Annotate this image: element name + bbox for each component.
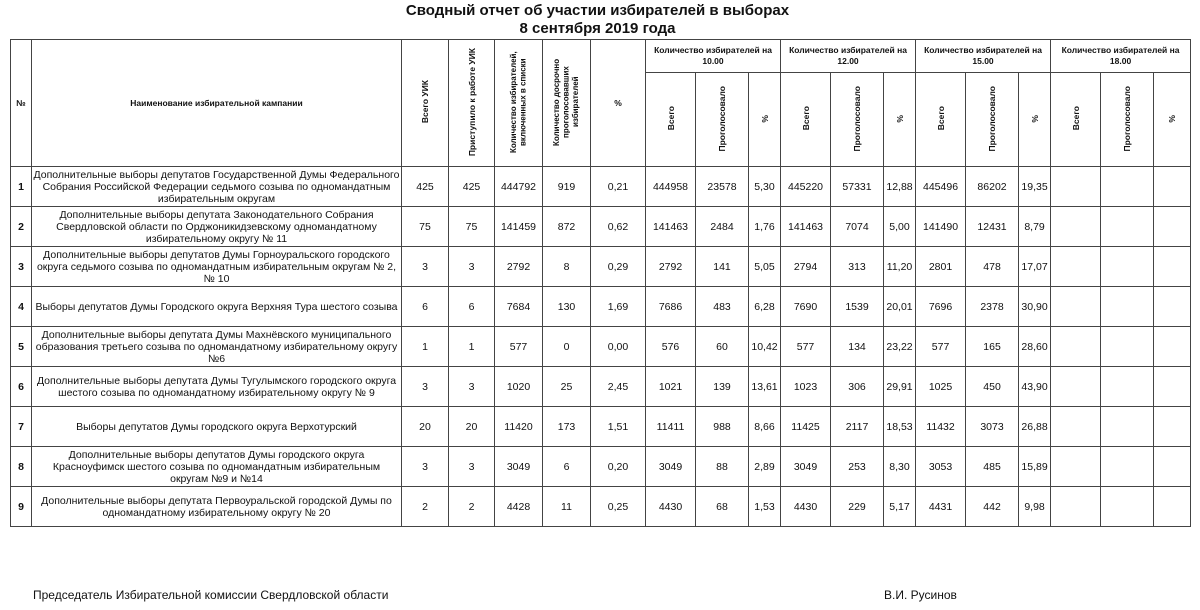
sub-voted-1200 (831, 73, 884, 167)
total-1500: 11432 (916, 407, 966, 447)
sub-total-label: Всего (800, 106, 811, 131)
sub-total-1200 (781, 73, 831, 167)
total-1200: 577 (781, 327, 831, 367)
sub-total-label: Всего (665, 106, 676, 131)
table-row (11, 447, 1191, 487)
voted-1200: 306 (831, 367, 884, 407)
total-1000: 2792 (646, 247, 696, 287)
total-1500: 577 (916, 327, 966, 367)
voted-1200: 229 (831, 487, 884, 527)
pct-1500: 8,79 (1019, 207, 1051, 247)
voted-1500: 3073 (966, 407, 1019, 447)
header-group-1200: Количество избирателей на 12.00 (781, 40, 916, 73)
sub-voted-1800 (1101, 73, 1154, 167)
voted-1200: 1539 (831, 287, 884, 327)
report-date: 8 сентября 2019 года (519, 20, 676, 37)
pct-1800 (1154, 247, 1191, 287)
campaign-name: Выборы депутатов Думы Городского округа Верхняя Тура шестого созыва (32, 287, 402, 327)
campaign-name: Дополнительные выборы депутата Первоуральской городской Думы по одномандатному избирательному округу № 20 (32, 487, 402, 527)
pct-1800 (1154, 487, 1191, 527)
header-early-voted-label: Количество досрочно проголосовавших избирателей (552, 58, 581, 146)
early-percent: 0,20 (591, 447, 646, 487)
table-row (11, 247, 1191, 287)
voted-1000: 483 (696, 287, 749, 327)
header-num: № (11, 40, 32, 167)
started-uik: 6 (449, 287, 495, 327)
sub-pct-label: % (894, 114, 905, 123)
header-voters-in-lists (495, 40, 543, 167)
sub-total-1500 (916, 73, 966, 167)
pct-1200: 5,17 (884, 487, 916, 527)
pct-1200: 8,30 (884, 447, 916, 487)
voters-in-lists: 7684 (495, 287, 543, 327)
voted-1000: 23578 (696, 167, 749, 207)
sub-voted-1500 (966, 73, 1019, 167)
pct-1000: 8,66 (749, 407, 781, 447)
total-1200: 445220 (781, 167, 831, 207)
voted-1800 (1101, 247, 1154, 287)
sub-pct-1800 (1154, 73, 1191, 167)
table-row (11, 487, 1191, 527)
pct-1500: 26,88 (1019, 407, 1051, 447)
voted-1200: 7074 (831, 207, 884, 247)
started-uik: 425 (449, 167, 495, 207)
table-row (11, 287, 1191, 327)
pct-1200: 29,91 (884, 367, 916, 407)
campaign-name: Дополнительные выборы депутата Думы Махнёвского муниципального образования третьего созыва по одномандатному избирательному округу №6 (32, 327, 402, 367)
sub-total-label: Всего (935, 106, 946, 131)
voted-1800 (1101, 167, 1154, 207)
header-group-1800: Количество избирателей на 18.00 (1051, 40, 1191, 73)
pct-1200: 5,00 (884, 207, 916, 247)
total-uik: 75 (402, 207, 449, 247)
pct-1500: 17,07 (1019, 247, 1051, 287)
pct-1500: 15,89 (1019, 447, 1051, 487)
table-row (11, 327, 1191, 367)
pct-1500: 28,60 (1019, 327, 1051, 367)
total-1800 (1051, 407, 1101, 447)
voted-1000: 88 (696, 447, 749, 487)
started-uik: 3 (449, 367, 495, 407)
total-1000: 4430 (646, 487, 696, 527)
total-uik: 1 (402, 327, 449, 367)
total-1800 (1051, 247, 1101, 287)
total-uik: 3 (402, 447, 449, 487)
pct-1000: 1,53 (749, 487, 781, 527)
table-body (11, 167, 1191, 527)
pct-1800 (1154, 287, 1191, 327)
total-1800 (1051, 447, 1101, 487)
early-percent: 1,69 (591, 287, 646, 327)
total-1000: 3049 (646, 447, 696, 487)
total-1000: 444958 (646, 167, 696, 207)
voters-in-lists: 577 (495, 327, 543, 367)
sub-voted-label: Проголосовало (852, 85, 863, 152)
total-1200: 7690 (781, 287, 831, 327)
started-uik: 20 (449, 407, 495, 447)
early-voted: 872 (543, 207, 591, 247)
total-1000: 141463 (646, 207, 696, 247)
header-group-1500: Количество избирателей на 15.00 (916, 40, 1051, 73)
sub-pct-label: % (1167, 114, 1178, 123)
pct-1000: 1,76 (749, 207, 781, 247)
early-voted: 25 (543, 367, 591, 407)
total-1500: 141490 (916, 207, 966, 247)
voters-in-lists: 2792 (495, 247, 543, 287)
voted-1800 (1101, 207, 1154, 247)
total-1800 (1051, 327, 1101, 367)
campaign-name: Дополнительные выборы депутата Законодательного Собрания Свердловской области по Орджоникидзевскому одномандатному избирательному округу № 11 (32, 207, 402, 247)
pct-1000: 6,28 (749, 287, 781, 327)
footer-position: Председатель Избирательной комиссии Свердловской области (33, 588, 389, 602)
voters-in-lists: 141459 (495, 207, 543, 247)
pct-1500: 9,98 (1019, 487, 1051, 527)
voted-1800 (1101, 447, 1154, 487)
voters-in-lists: 3049 (495, 447, 543, 487)
campaign-name: Дополнительные выборы депутатов Государственной Думы Федерального Собрания Российской Федерации седьмого созыва по одномандатным избирательным округам (32, 167, 402, 207)
voted-1000: 141 (696, 247, 749, 287)
total-1000: 7686 (646, 287, 696, 327)
early-percent: 1,51 (591, 407, 646, 447)
early-voted: 173 (543, 407, 591, 447)
footer-signer: В.И. Русинов (884, 588, 957, 602)
voted-1200: 2117 (831, 407, 884, 447)
voted-1500: 485 (966, 447, 1019, 487)
voted-1800 (1101, 327, 1154, 367)
voters-in-lists: 11420 (495, 407, 543, 447)
total-1200: 1023 (781, 367, 831, 407)
started-uik: 2 (449, 487, 495, 527)
table-row (11, 407, 1191, 447)
pct-1200: 18,53 (884, 407, 916, 447)
pct-1000: 2,89 (749, 447, 781, 487)
pct-1800 (1154, 407, 1191, 447)
early-percent: 2,45 (591, 367, 646, 407)
sub-total-label: Всего (1070, 106, 1081, 131)
sub-total-1800 (1051, 73, 1101, 167)
voted-1200: 134 (831, 327, 884, 367)
total-1200: 11425 (781, 407, 831, 447)
total-1800 (1051, 207, 1101, 247)
pct-1800 (1154, 367, 1191, 407)
pct-1800 (1154, 447, 1191, 487)
voted-1200: 253 (831, 447, 884, 487)
row-number: 5 (11, 327, 32, 367)
voted-1800 (1101, 367, 1154, 407)
early-voted: 919 (543, 167, 591, 207)
total-1500: 445496 (916, 167, 966, 207)
voted-1500: 442 (966, 487, 1019, 527)
pct-1500: 30,90 (1019, 287, 1051, 327)
pct-1500: 43,90 (1019, 367, 1051, 407)
early-voted: 8 (543, 247, 591, 287)
voted-1200: 57331 (831, 167, 884, 207)
pct-1000: 13,61 (749, 367, 781, 407)
row-number: 3 (11, 247, 32, 287)
early-percent: 0,29 (591, 247, 646, 287)
voted-1500: 165 (966, 327, 1019, 367)
pct-1000: 10,42 (749, 327, 781, 367)
header-early-voted (543, 40, 591, 167)
sub-voted-1000 (696, 73, 749, 167)
early-voted: 11 (543, 487, 591, 527)
sub-voted-label: Проголосовало (717, 85, 727, 152)
early-percent: 0,21 (591, 167, 646, 207)
row-number: 9 (11, 487, 32, 527)
sub-pct-label: % (1029, 114, 1040, 123)
pct-1200: 12,88 (884, 167, 916, 207)
row-number: 4 (11, 287, 32, 327)
total-1000: 1021 (646, 367, 696, 407)
total-1800 (1051, 167, 1101, 207)
total-1800 (1051, 487, 1101, 527)
total-1800 (1051, 367, 1101, 407)
started-uik: 3 (449, 247, 495, 287)
report-title: Сводный отчет об участии избирателей в выборах (405, 2, 790, 19)
total-1200: 3049 (781, 447, 831, 487)
voted-1800 (1101, 407, 1154, 447)
early-voted: 0 (543, 327, 591, 367)
pct-1200: 11,20 (884, 247, 916, 287)
voted-1800 (1101, 287, 1154, 327)
row-number: 2 (11, 207, 32, 247)
header-group-1000: Количество избирателей на 10.00 (646, 40, 781, 73)
early-percent: 0,25 (591, 487, 646, 527)
total-1200: 4430 (781, 487, 831, 527)
voted-1500: 86202 (966, 167, 1019, 207)
voted-1500: 12431 (966, 207, 1019, 247)
early-percent: 0,00 (591, 327, 646, 367)
pct-1200: 23,22 (884, 327, 916, 367)
campaign-name: Дополнительные выборы депутатов Думы городского округа Красноуфимск шестого созыва по одномандатным избирательным округам №9 и №14 (32, 447, 402, 487)
campaign-name: Дополнительные выборы депутата Думы Тугулымского городского округа шестого созыва по одномандатному избирательному округу № 9 (32, 367, 402, 407)
total-1500: 4431 (916, 487, 966, 527)
sub-voted-label: Проголосовало (1122, 85, 1133, 152)
total-1500: 3053 (916, 447, 966, 487)
voted-1500: 2378 (966, 287, 1019, 327)
voted-1000: 68 (696, 487, 749, 527)
campaign-name: Дополнительные выборы депутатов Думы Горноуральского городского округа седьмого созыва по одномандатным избирательным округам № 2, № 10 (32, 247, 402, 287)
pct-1000: 5,05 (749, 247, 781, 287)
total-uik: 3 (402, 247, 449, 287)
voters-in-lists: 1020 (495, 367, 543, 407)
early-percent: 0,62 (591, 207, 646, 247)
early-voted: 130 (543, 287, 591, 327)
sub-pct-1000 (749, 73, 781, 167)
sub-voted-label: Проголосовало (987, 85, 998, 152)
header-campaign: Наименование избирательной кампании (32, 40, 402, 167)
voted-1000: 60 (696, 327, 749, 367)
table-row (11, 207, 1191, 247)
row-number: 6 (11, 367, 32, 407)
total-uik: 425 (402, 167, 449, 207)
early-voted: 6 (543, 447, 591, 487)
pct-1000: 5,30 (749, 167, 781, 207)
header-early-percent: % (591, 40, 646, 167)
total-1500: 1025 (916, 367, 966, 407)
pct-1500: 19,35 (1019, 167, 1051, 207)
started-uik: 3 (449, 447, 495, 487)
table-row (11, 167, 1191, 207)
campaign-name: Выборы депутатов Думы городского округа Верхотурский (32, 407, 402, 447)
voted-1000: 139 (696, 367, 749, 407)
row-number: 8 (11, 447, 32, 487)
total-1500: 7696 (916, 287, 966, 327)
row-number: 7 (11, 407, 32, 447)
voted-1500: 450 (966, 367, 1019, 407)
voted-1000: 2484 (696, 207, 749, 247)
voted-1500: 478 (966, 247, 1019, 287)
pct-1800 (1154, 167, 1191, 207)
voted-1200: 313 (831, 247, 884, 287)
header-voters-in-lists-label: Количество избирателей, включенных в списки (509, 51, 528, 153)
pct-1800 (1154, 207, 1191, 247)
pct-1200: 20,01 (884, 287, 916, 327)
total-1000: 11411 (646, 407, 696, 447)
total-1200: 141463 (781, 207, 831, 247)
sub-total-1000 (646, 73, 696, 167)
voted-1800 (1101, 487, 1154, 527)
header-total-uik-label: Всего УИК (420, 80, 430, 124)
total-1500: 2801 (916, 247, 966, 287)
pct-1800 (1154, 327, 1191, 367)
voters-in-lists: 4428 (495, 487, 543, 527)
total-1800 (1051, 287, 1101, 327)
sub-pct-label: % (759, 114, 770, 123)
started-uik: 1 (449, 327, 495, 367)
total-uik: 6 (402, 287, 449, 327)
row-number: 1 (11, 167, 32, 207)
total-1000: 576 (646, 327, 696, 367)
started-uik: 75 (449, 207, 495, 247)
total-uik: 20 (402, 407, 449, 447)
total-uik: 3 (402, 367, 449, 407)
header-started-uik-label: Приступило к работе УИК (466, 47, 477, 157)
sub-pct-1200 (884, 73, 916, 167)
total-1200: 2794 (781, 247, 831, 287)
table-row (11, 367, 1191, 407)
voters-in-lists: 444792 (495, 167, 543, 207)
header-total-uik (402, 40, 449, 167)
header-started-uik (449, 40, 495, 167)
sub-pct-1500 (1019, 73, 1051, 167)
turnout-table (10, 39, 1191, 527)
total-uik: 2 (402, 487, 449, 527)
voted-1000: 988 (696, 407, 749, 447)
